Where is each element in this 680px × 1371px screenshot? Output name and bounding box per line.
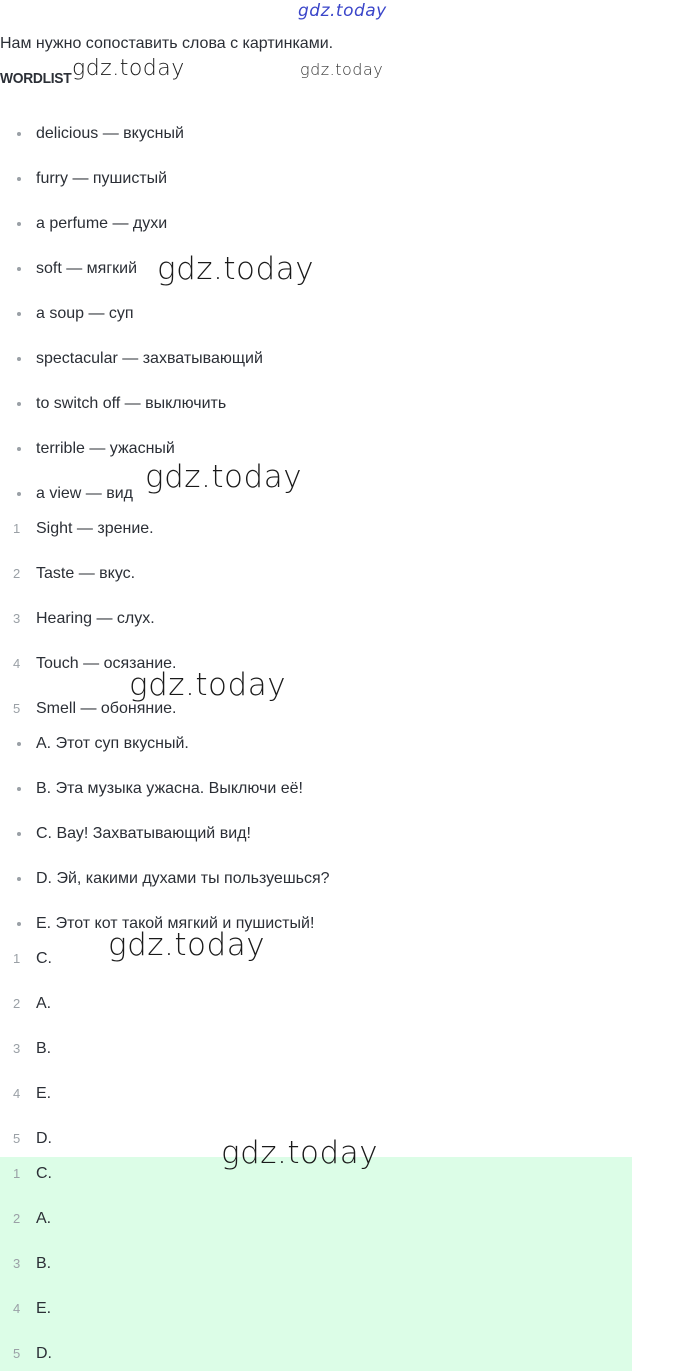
watermark: gdz.today — [108, 927, 266, 963]
bullet — [17, 132, 21, 136]
translation-item: C. Вау! Захватывающий вид! — [0, 822, 640, 846]
watermark: gdz.today — [145, 459, 303, 495]
sense-item: 3 Hearing — слух. — [13, 610, 155, 627]
match-item: 4 E. — [13, 1085, 52, 1102]
sense-item: 5 Smell — обоняние. — [13, 700, 177, 717]
bullet — [17, 492, 21, 496]
match-item: 1 C. — [13, 950, 52, 967]
translation-item: D. Эй, какими духами ты пользуешься? — [0, 867, 640, 891]
wordlist-heading: WORDLIST — [0, 70, 72, 87]
answer-item: 1 C. — [13, 1165, 52, 1182]
bullet — [17, 222, 21, 226]
bullet — [17, 447, 21, 451]
match-item: 5 D. — [13, 1130, 52, 1147]
answer-item: 4 E. — [13, 1300, 52, 1317]
wordlist-item: spectacular — захватывающий — [0, 347, 640, 371]
watermark: gdz.today — [129, 667, 287, 703]
watermark: gdz.today — [221, 1135, 379, 1171]
match-item: 2 A. — [13, 995, 52, 1012]
answer-item: 5 D. — [13, 1345, 52, 1362]
bullet — [17, 402, 21, 406]
wordlist-item: soft — мягкий — [0, 257, 640, 281]
bullet — [17, 787, 21, 791]
watermark: gdz.today — [300, 60, 384, 79]
sense-item: 1 Sight — зрение. — [13, 520, 154, 537]
sense-item: 2 Taste — вкус. — [13, 565, 136, 582]
wordlist-item: to switch off — выключить — [0, 392, 640, 416]
bullet — [17, 312, 21, 316]
bullet — [17, 922, 21, 926]
match-item: 3 B. — [13, 1040, 52, 1057]
translation-item: B. Эта музыка ужасна. Выключи её! — [0, 777, 640, 801]
watermark: gdz.today — [72, 56, 185, 81]
intro-text: Нам нужно сопоставить слова с картинками. — [0, 35, 334, 52]
bullet — [17, 267, 21, 271]
wordlist-item: a soup — суп — [0, 302, 640, 326]
translation-item: A. Этот суп вкусный. — [0, 732, 640, 756]
answer-item: 3 B. — [13, 1255, 52, 1272]
sense-item: 4 Touch — осязание. — [13, 655, 177, 672]
bullet — [17, 177, 21, 181]
wordlist-item: delicious — вкусный — [0, 122, 640, 146]
bullet — [17, 742, 21, 746]
translation-item: E. Этот кот такой мягкий и пушистый! — [0, 912, 640, 936]
bullet — [17, 832, 21, 836]
bullet — [17, 357, 21, 361]
wordlist-item: terrible — ужасный — [0, 437, 640, 461]
watermark: gdz.today — [157, 251, 315, 287]
wordlist-item: furry — пушистый — [0, 167, 640, 191]
wordlist-item: a view — вид — [0, 482, 640, 506]
answer-item: 2 A. — [13, 1210, 52, 1227]
watermark: gdz.today — [298, 1, 387, 21]
wordlist-item: a perfume — духи — [0, 212, 640, 236]
bullet — [17, 877, 21, 881]
